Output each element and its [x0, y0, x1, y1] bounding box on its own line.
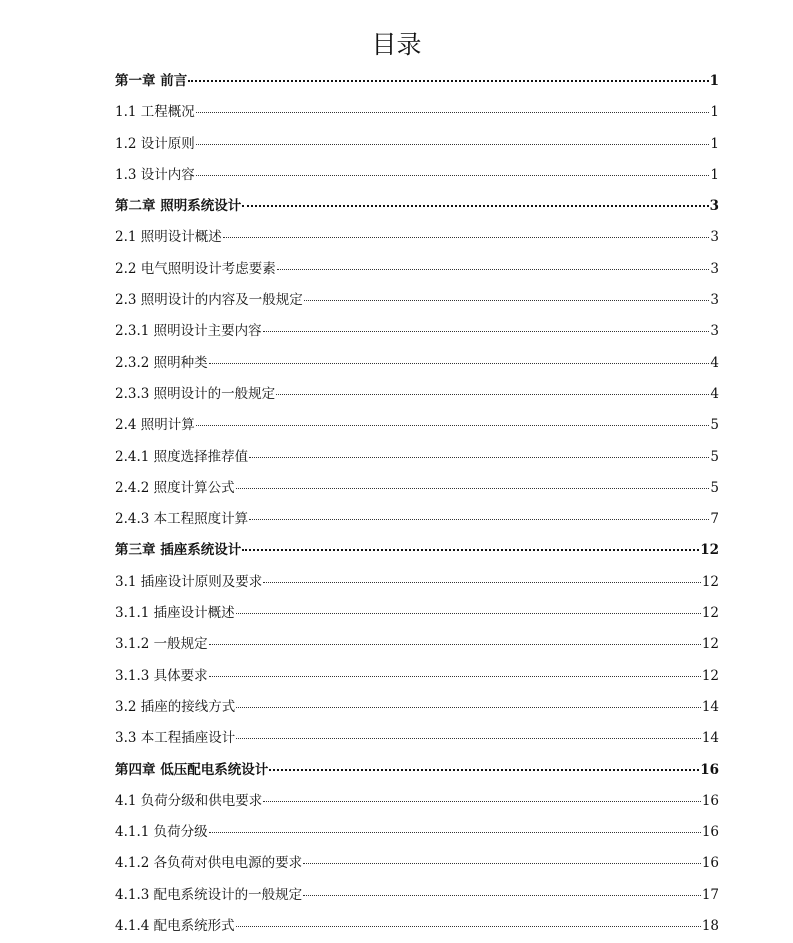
toc-entry-label: 2.4.3 本工程照度计算 [115, 511, 249, 528]
toc-section-entry[interactable] [115, 598, 719, 629]
toc-section-entry[interactable] [115, 567, 719, 598]
toc-entry-label: 1.3 设计内容 [115, 166, 195, 183]
toc-entry-label: 第三章 插座系统设计 [115, 542, 242, 559]
toc-page-number: 14 [701, 730, 719, 747]
toc-section-entry[interactable] [115, 254, 719, 285]
toc-entry-label: 4.1.3 配电系统设计的一般规定 [115, 886, 303, 903]
toc-dot-leader [236, 613, 701, 614]
toc-dot-leader [269, 769, 699, 771]
toc-section-entry[interactable] [115, 786, 719, 817]
toc-section-entry[interactable] [115, 160, 719, 191]
toc-page-number: 1 [710, 166, 719, 183]
toc-page-number: 5 [710, 417, 719, 434]
toc-entry-label: 4.1.1 负荷分级 [115, 824, 208, 841]
toc-section-entry[interactable] [115, 222, 719, 253]
toc-page-number: 1 [710, 104, 719, 121]
toc-entry-label: 1.1 工程概况 [115, 104, 195, 121]
toc-section-entry[interactable] [115, 379, 719, 410]
toc-page-number: 3 [710, 292, 719, 309]
toc-section-entry[interactable] [115, 473, 719, 504]
toc-section-entry[interactable] [115, 848, 719, 879]
toc-chapter-entry[interactable] [115, 755, 719, 786]
toc-section-entry[interactable] [115, 817, 719, 848]
toc-dot-leader [242, 205, 708, 207]
toc-page-number: 5 [710, 479, 719, 496]
toc-page-number: 3 [710, 229, 719, 246]
toc-dot-leader [263, 801, 701, 802]
toc-dot-leader [303, 863, 701, 864]
toc-section-entry[interactable] [115, 97, 719, 128]
toc-page-number: 18 [701, 918, 719, 935]
toc-page-number: 3 [710, 260, 719, 277]
toc-entry-label: 第四章 低压配电系统设计 [115, 761, 269, 778]
table-of-contents [115, 66, 719, 942]
toc-dot-leader [276, 394, 709, 395]
toc-entry-label: 2.4.1 照度选择推荐值 [115, 448, 249, 465]
toc-page-number: 7 [710, 511, 719, 528]
toc-dot-leader [209, 676, 701, 677]
toc-section-entry[interactable] [115, 442, 719, 473]
toc-entry-label: 3.1.3 具体要求 [115, 667, 208, 684]
toc-dot-leader [209, 363, 710, 364]
toc-section-entry[interactable] [115, 348, 719, 379]
toc-entry-label: 3.2 插座的接线方式 [115, 698, 236, 715]
toc-page-number: 4 [710, 354, 719, 371]
toc-page-number: 12 [700, 542, 719, 559]
toc-entry-label: 3.1.1 插座设计概述 [115, 605, 235, 622]
toc-entry-label: 3.1 插座设计原则及要求 [115, 573, 263, 590]
toc-section-entry[interactable] [115, 504, 719, 535]
toc-page-number: 14 [701, 698, 719, 715]
toc-entry-label: 3.3 本工程插座设计 [115, 730, 236, 747]
toc-dot-leader [236, 738, 701, 739]
toc-entry-label: 2.2 电气照明设计考虑要素 [115, 260, 276, 277]
toc-dot-leader [196, 175, 710, 176]
toc-entry-label: 4.1.2 各负荷对供电电源的要求 [115, 855, 303, 872]
toc-page-number: 12 [701, 573, 719, 590]
toc-dot-leader [236, 926, 701, 927]
toc-page-number: 16 [701, 855, 719, 872]
toc-dot-leader [277, 269, 710, 270]
toc-entry-label: 2.4.2 照度计算公式 [115, 479, 235, 496]
toc-dot-leader [209, 644, 701, 645]
toc-page-number: 3 [709, 198, 719, 215]
toc-section-entry[interactable] [115, 880, 719, 911]
toc-entry-label: 2.4 照明计算 [115, 417, 195, 434]
toc-dot-leader [249, 457, 709, 458]
toc-entry-label: 2.3.3 照明设计的一般规定 [115, 385, 276, 402]
toc-page-number: 1 [710, 135, 719, 152]
toc-entry-label: 3.1.2 一般规定 [115, 636, 208, 653]
toc-section-entry[interactable] [115, 911, 719, 942]
toc-entry-label: 4.1 负荷分级和供电要求 [115, 792, 263, 809]
toc-dot-leader [304, 300, 710, 301]
toc-entry-label: 2.3.1 照明设计主要内容 [115, 323, 262, 340]
toc-section-entry[interactable] [115, 723, 719, 754]
toc-page-number: 16 [701, 824, 719, 841]
toc-entry-label: 4.1.4 配电系统形式 [115, 918, 235, 935]
toc-chapter-entry[interactable] [115, 191, 719, 222]
toc-page-number: 12 [701, 667, 719, 684]
toc-dot-leader [209, 832, 701, 833]
toc-chapter-entry[interactable] [115, 535, 719, 566]
toc-page-number: 16 [701, 792, 719, 809]
toc-chapter-entry[interactable] [115, 66, 719, 97]
toc-dot-leader [303, 895, 701, 896]
toc-page-number: 3 [710, 323, 719, 340]
toc-entry-label: 第二章 照明系统设计 [115, 198, 242, 215]
toc-entry-label: 2.3.2 照明种类 [115, 354, 208, 371]
toc-dot-leader [249, 519, 709, 520]
toc-dot-leader [236, 707, 701, 708]
toc-section-entry[interactable] [115, 692, 719, 723]
toc-page-number: 5 [710, 448, 719, 465]
toc-entry-label: 2.1 照明设计概述 [115, 229, 222, 246]
toc-entry-label: 1.2 设计原则 [115, 135, 195, 152]
toc-section-entry[interactable] [115, 661, 719, 692]
toc-section-entry[interactable] [115, 410, 719, 441]
toc-dot-leader [196, 112, 710, 113]
toc-section-entry[interactable] [115, 285, 719, 316]
toc-page-number: 16 [700, 761, 719, 778]
toc-dot-leader [223, 237, 710, 238]
toc-section-entry[interactable] [115, 629, 719, 660]
toc-dot-leader [236, 488, 710, 489]
toc-dot-leader [263, 331, 710, 332]
toc-page-number: 17 [701, 886, 719, 903]
toc-section-entry[interactable] [115, 316, 719, 347]
toc-page-number: 12 [701, 605, 719, 622]
toc-page-number: 12 [701, 636, 719, 653]
toc-dot-leader [242, 549, 699, 551]
toc-dot-leader [196, 425, 710, 426]
toc-entry-label: 第一章 前言 [115, 73, 188, 89]
page-title: 目录 [371, 30, 422, 59]
toc-dot-leader [188, 80, 708, 82]
toc-section-entry[interactable] [115, 129, 719, 160]
toc-dot-leader [263, 582, 701, 583]
toc-entry-label: 2.3 照明设计的内容及一般规定 [115, 292, 303, 309]
toc-page-number: 4 [710, 385, 719, 402]
toc-dot-leader [196, 144, 710, 145]
toc-page-number: 1 [709, 73, 719, 89]
